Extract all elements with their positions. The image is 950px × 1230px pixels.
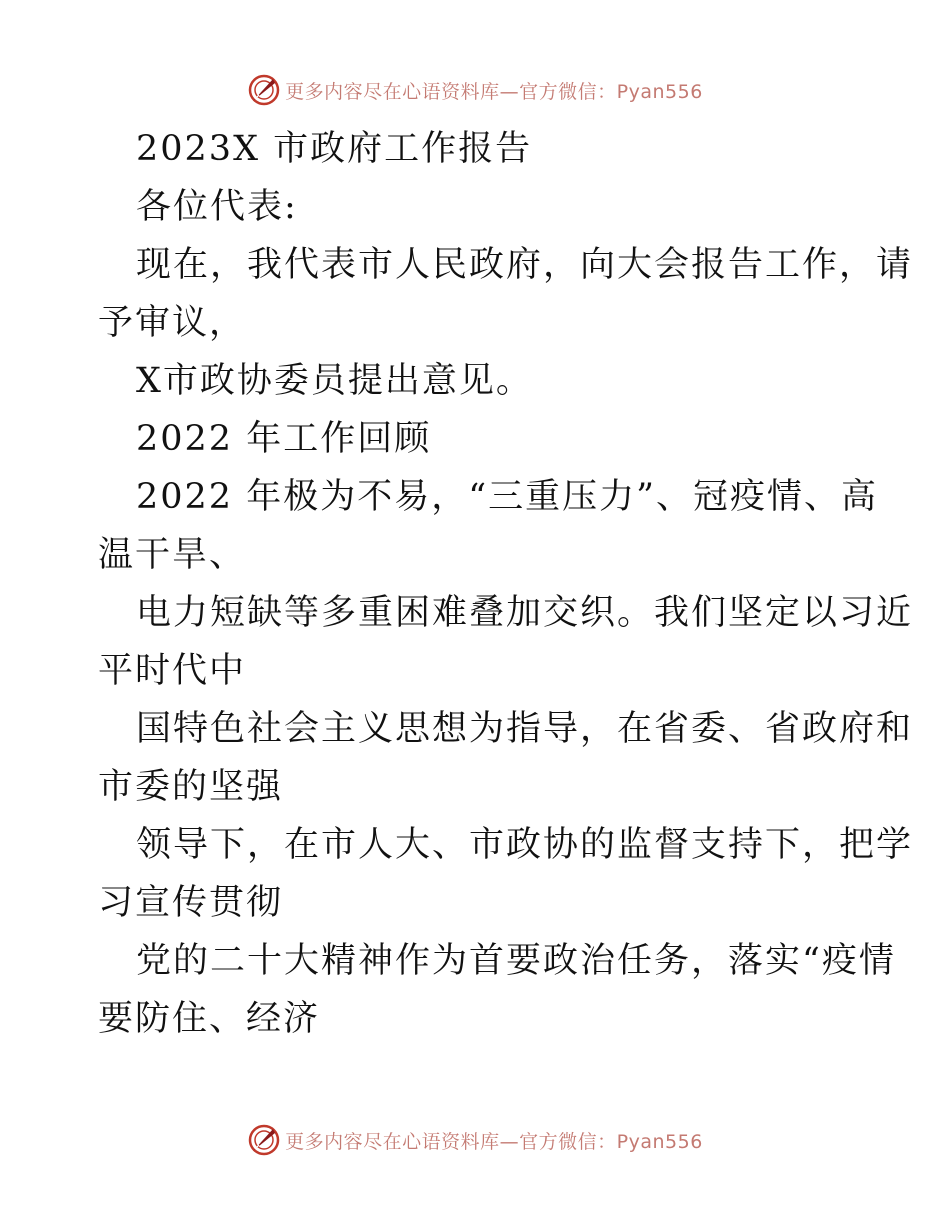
paragraph-line: X市政协委员提出意见。	[136, 361, 533, 401]
paragraph-line: 2022 年极为不易，“三重压力”、冠疫情、高	[136, 477, 878, 517]
quill-logo-icon	[247, 1123, 281, 1157]
paragraph-line: 电力短缺等多重困难叠加交织。我们坚定以习近	[136, 593, 914, 633]
paragraph-line: 予审议，	[98, 303, 247, 343]
paragraph-line: 领导下，在市人大、市政协的监督支持下，把学	[136, 825, 914, 865]
header-watermark	[0, 70, 950, 110]
paragraph-line: 温干旱、	[98, 535, 247, 575]
paragraph-line: 要防住、经济	[98, 999, 321, 1039]
paragraph-line: 习宣传贯彻	[98, 883, 284, 923]
paragraph-line: 市委的坚强	[98, 767, 284, 807]
watermark-text: 更多内容尽在心语资料库—官方微信：Pyan556	[285, 80, 703, 103]
footer-watermark	[0, 1120, 950, 1160]
quill-logo-icon	[247, 73, 281, 107]
watermark-text: 更多内容尽在心语资料库—官方微信：Pyan556	[285, 1130, 703, 1153]
paragraph-line: 党的二十大精神作为首要政治任务，落实“疫情	[136, 941, 896, 981]
salutation: 各位代表:	[136, 187, 298, 227]
paragraph-line: 国特色社会主义思想为指导，在省委、省政府和	[136, 709, 914, 749]
section-heading: 2022 年工作回顾	[136, 419, 432, 459]
paragraph-line: 现在，我代表市人民政府，向大会报告工作，请	[136, 245, 914, 285]
document-title: 2023X 市政府工作报告	[136, 129, 533, 169]
document-body	[98, 120, 914, 1048]
paragraph-line: 平时代中	[98, 651, 247, 691]
